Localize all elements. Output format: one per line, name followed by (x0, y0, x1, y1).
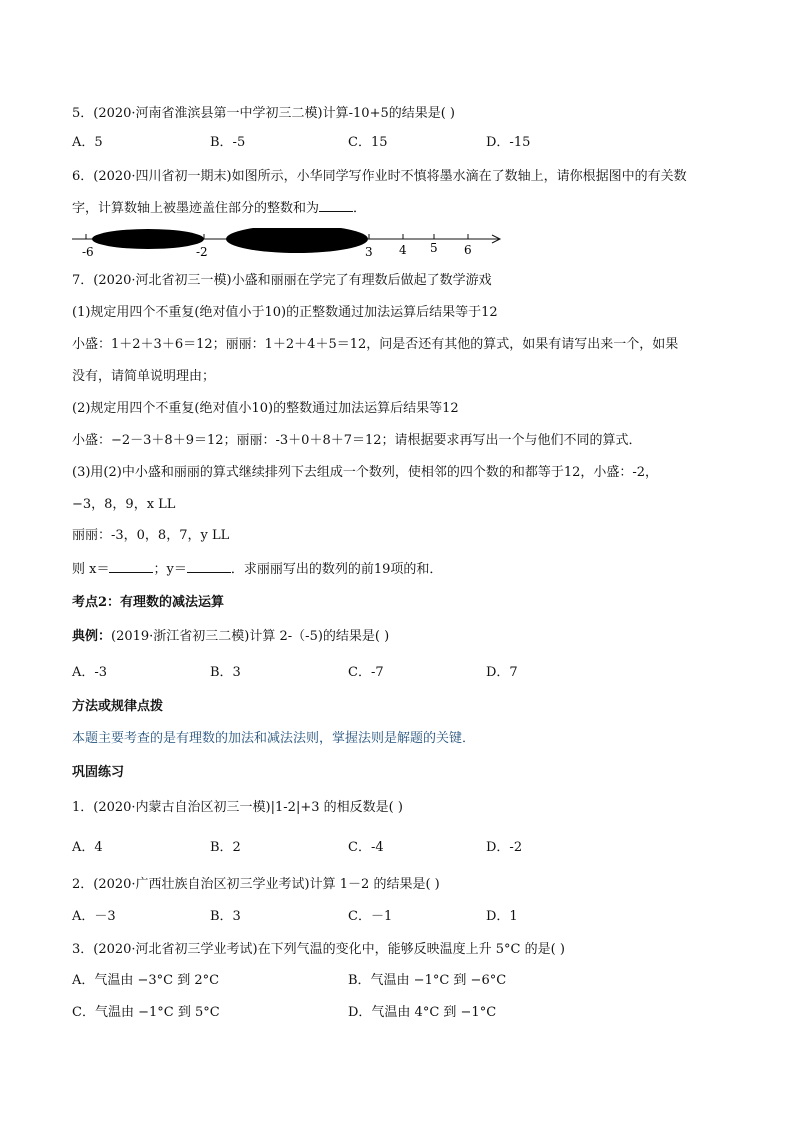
q6-stem-line2 (72, 199, 366, 217)
practice-q1-option-d: D．-2 (486, 840, 523, 855)
practice-q2-option-b: B．3 (210, 909, 241, 924)
q7-part3-seq1: −3，8，9，x ⅬⅬ (72, 497, 176, 512)
q7-part3: (3)用(2)中小盛和丽丽的算式继续排列下去组成一个数列，使相邻的四个数的和都等于12，小盛：-2， (72, 465, 659, 480)
q5-stem: 5．(2020·河南省淮滨县第一中学初三二模)计算-10+5的结果是( ) (72, 106, 456, 121)
q7-part1-cont: 没有，请简单说明理由； (72, 369, 216, 384)
label-3: 3 (365, 245, 373, 259)
practice-q3-option-a: A．气温由 −3°C 到 2°C (72, 973, 220, 988)
q7-part1: (1)规定用四个不重复(绝对值小于10)的正整数通过加法运算后结果等于12 (72, 305, 498, 320)
label-6: 6 (464, 243, 472, 257)
practice-q2-option-a: A．－3 (72, 909, 116, 924)
q7-x-label: 则 x＝ (72, 562, 110, 577)
q7-part2: (2)规定用四个不重复(绝对值小10)的整数通过加法运算后结果等12 (72, 401, 459, 416)
q6-stem-end: ． (353, 201, 367, 216)
q7-part2-examples: 小盛：−2－3＋8＋9＝12；丽丽：-3＋0＋8＋7＝12；请根据要求再写出一个与他们不同的算式． (72, 433, 642, 448)
ink-blot-right (226, 228, 368, 253)
practice-q1-stem: 1．(2020·内蒙古自治区初三一模)|1-2|+3 的相反数是( ) (72, 800, 403, 815)
practice-q2-option-d: D．1 (486, 909, 518, 924)
q6-stem-text: 字，计算数轴上被墨迹盖住部分的整数和为 (72, 201, 320, 216)
practice-q3-option-c: C．气温由 −1°C 到 5°C (72, 1005, 220, 1020)
q5-option-b: B．-5 (210, 135, 246, 150)
practice-q2-option-c: C．－1 (348, 909, 393, 924)
q6-stem-line1: 6．(2020·四川省初一期末)如图所示，小华同学写作业时不慎将墨水滴在了数轴上，请你根据图中的有关数 (72, 169, 687, 184)
example-option-b: B．3 (210, 665, 241, 680)
label-5: 5 (430, 241, 438, 255)
label-neg6: -6 (82, 245, 94, 259)
q7-part3-seq2: 丽丽：-3，0，8，7，y ⅬⅬ (72, 528, 230, 543)
q5-option-a: A．5 (72, 135, 103, 150)
q7-y-label: ；y＝ (153, 562, 187, 577)
example-stem (72, 629, 389, 645)
label-neg2: -2 (196, 245, 208, 259)
section-title-kaodian2: 考点2：有理数的减法运算 (72, 595, 225, 610)
section-title-practice: 巩固练习 (72, 765, 125, 780)
example-option-c: C．-7 (348, 665, 384, 680)
q6-answer-blank (319, 199, 353, 212)
q7-part3-question (72, 560, 442, 578)
q7-question-end: ．求丽丽写出的数列的前19项的和． (230, 562, 443, 577)
example-option-a: A．-3 (72, 665, 108, 680)
practice-q1-option-a: A．4 (72, 840, 103, 855)
practice-q1-option-c: C．-4 (348, 840, 384, 855)
practice-q3-option-b: B．气温由 −1°C 到 −6°C (348, 973, 507, 988)
ink-blot-left (92, 229, 204, 249)
q7-part1-examples: 小盛：1＋2＋3＋6＝12；丽丽：1＋2＋4＋5＝12，问是否还有其他的算式，如果有请写出来一个，如果 (72, 337, 679, 352)
q7-y-blank (187, 560, 231, 573)
q7-stem: 7．(2020·河北省初三一模)小盛和丽丽在学完了有理数后做起了数学游戏 (72, 273, 492, 288)
practice-q2-stem: 2．(2020·广西壮族自治区初三学业考试)计算 1－2 的结果是( ) (72, 877, 440, 892)
practice-q3-option-d: D．气温由 4°C 到 −1°C (348, 1005, 497, 1020)
practice-q1-option-b: B．2 (210, 840, 241, 855)
number-line-figure (70, 228, 510, 260)
example-option-d: D．7 (486, 665, 518, 680)
practice-q3-stem: 3．(2020·河北省初三学业考试)在下列气温的变化中，能够反映温度上升 5°C 的是( ) (72, 942, 565, 957)
q5-option-c: C．15 (348, 135, 388, 150)
label-4: 4 (399, 243, 407, 257)
method-text: 本题主要考查的是有理数的加法和减法法则，掌握法则是解题的关键． (72, 731, 476, 746)
q5-option-d: D．-15 (486, 135, 531, 150)
example-text: (2019·浙江省初三二模)计算 2-（-5)的结果是( ) (111, 629, 390, 644)
example-label: 典例： (72, 629, 112, 644)
section-title-method: 方法或规律点拨 (72, 699, 164, 714)
q7-x-blank (109, 560, 153, 573)
